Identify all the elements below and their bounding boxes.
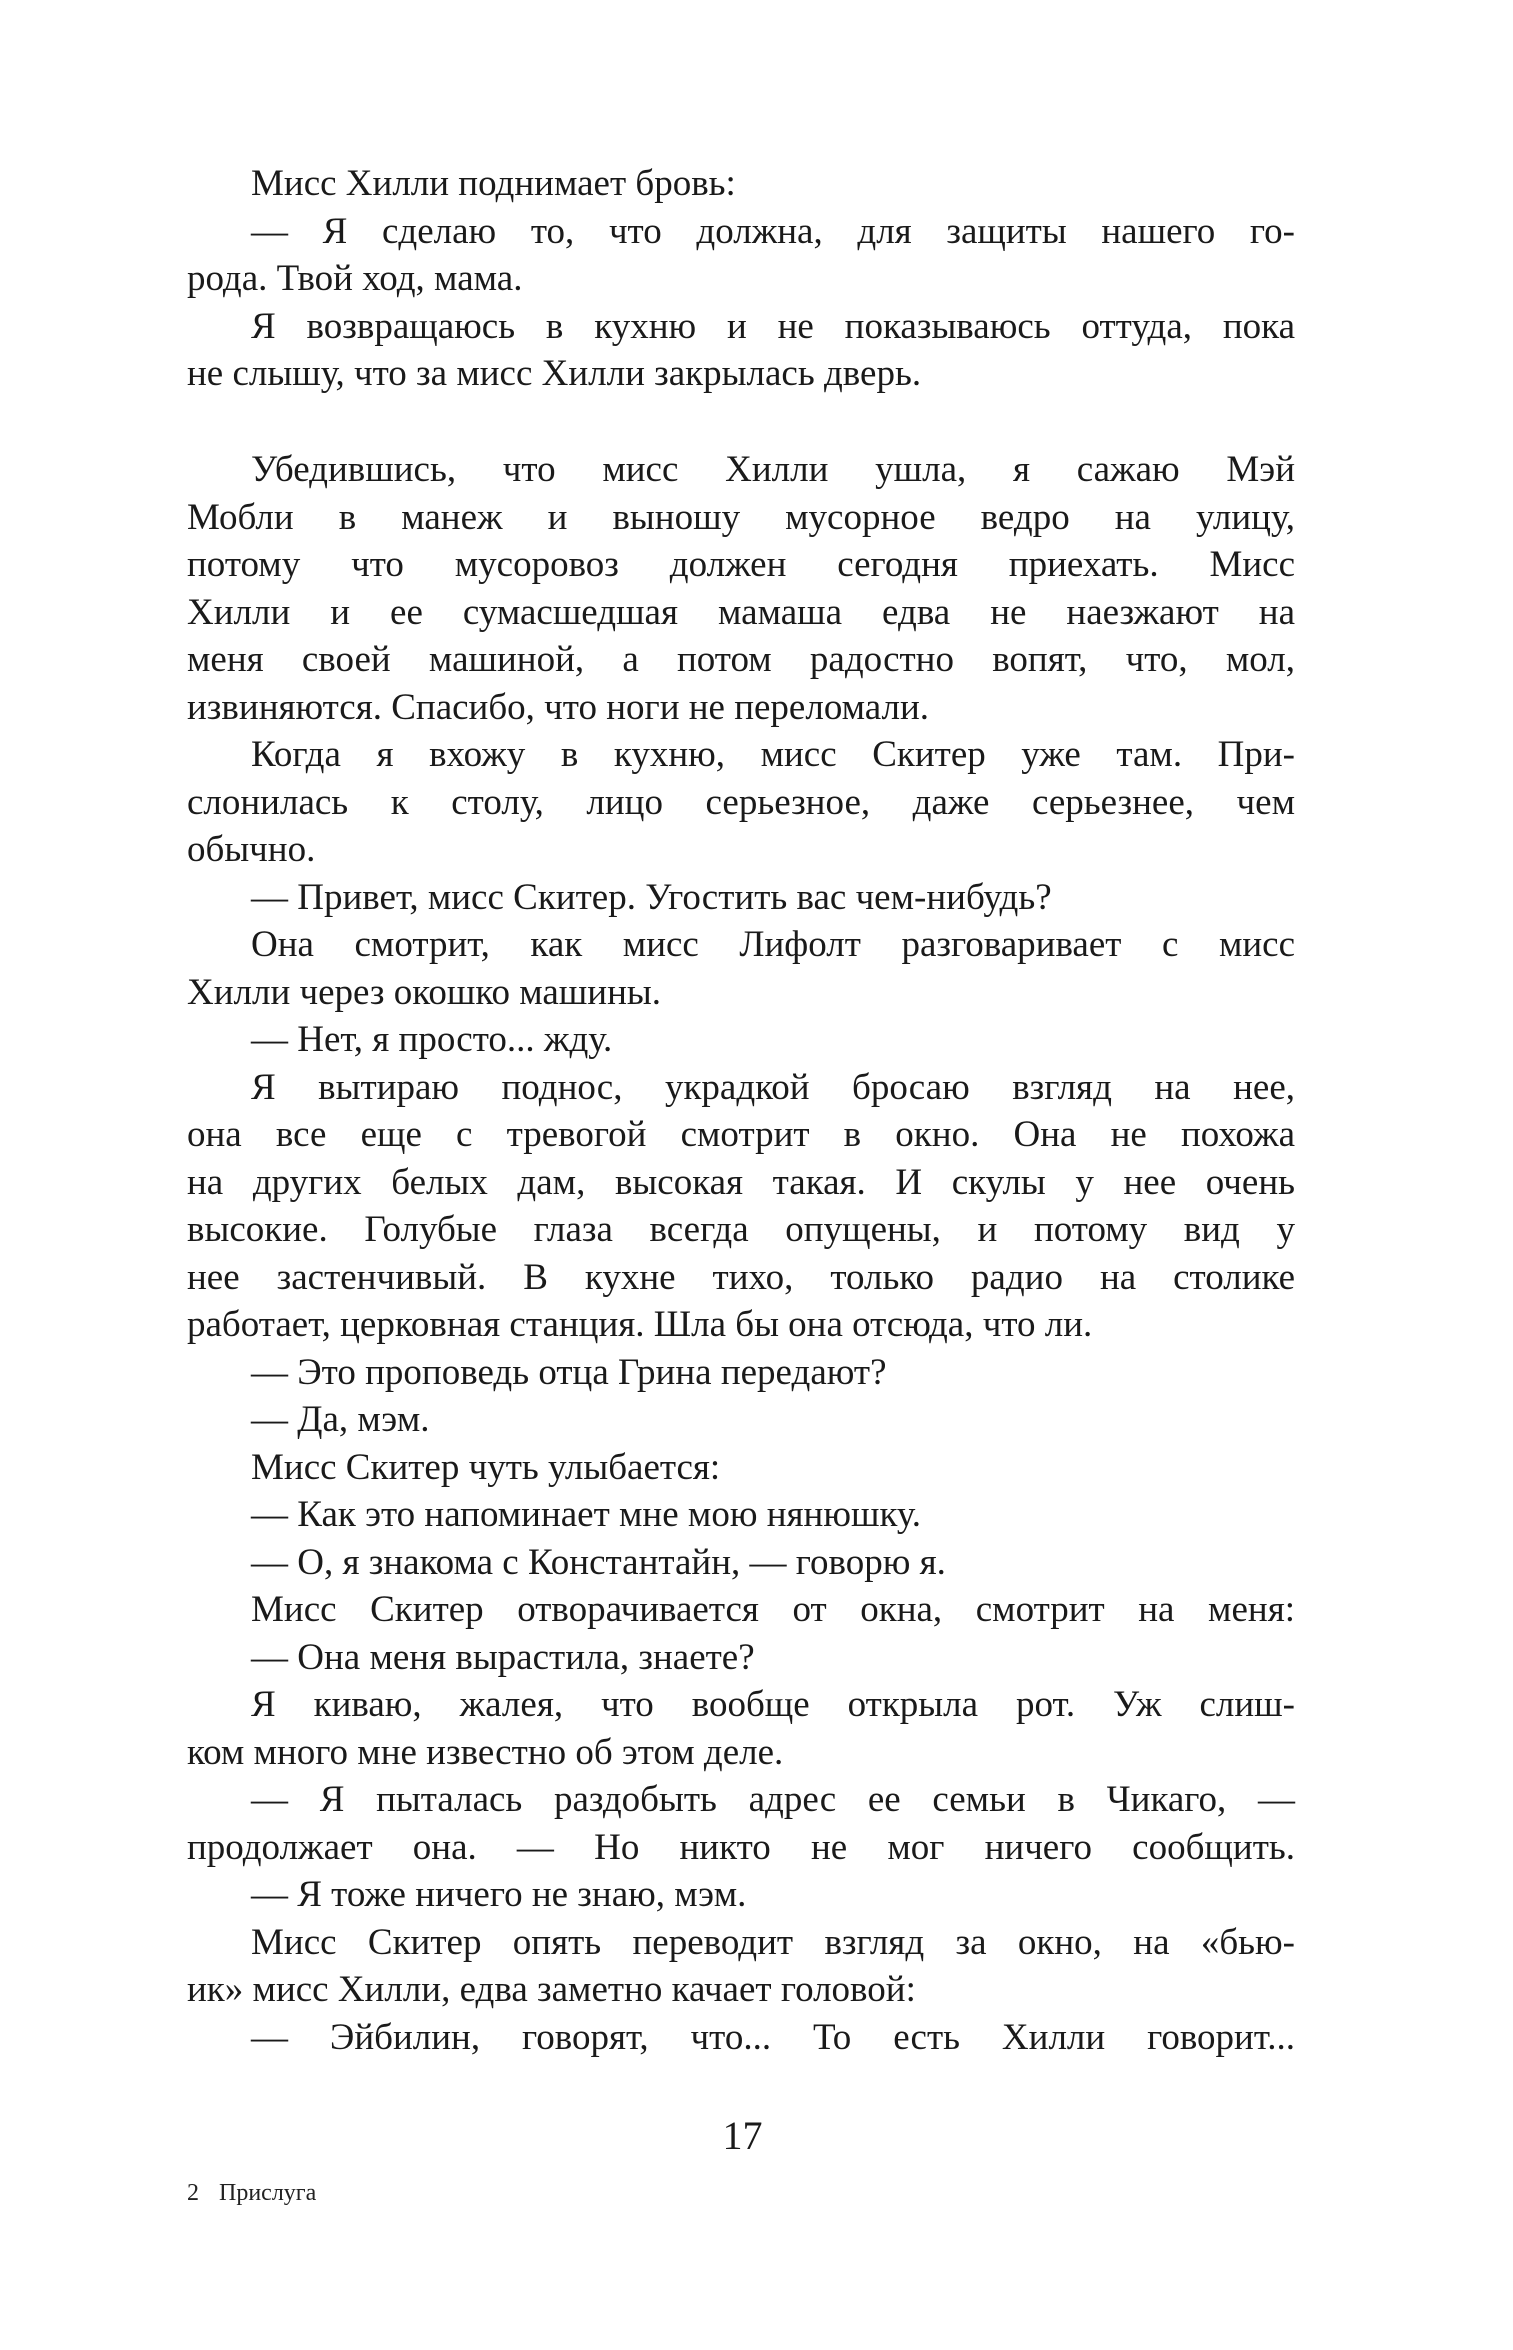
- text-line: продолжает она. — Но никто не мог ничего сообщить.: [187, 1826, 1295, 1868]
- text-line: Мисс Хилли поднимает бровь:: [251, 163, 736, 204]
- text-line: Хилли через окошко машины.: [187, 971, 661, 1013]
- text-line: Я возвращаюсь в кухню и не показываюсь оттуда, пока: [251, 305, 1295, 347]
- text-line: высокие. Голубые глаза всегда опущены, и потому вид у: [187, 1209, 1295, 1250]
- signature-number: 2: [187, 2180, 199, 2206]
- text-line: Убедившись, что мисс Хилли ушла, я сажаю Мэй: [251, 449, 1295, 490]
- text-section-2: [187, 446, 1295, 2061]
- text-line: Когда я вхожу в кухню, мисс Скитер уже там. При-: [251, 734, 1295, 775]
- text-line: ик» мисс Хилли, едва заметно качает головой:: [187, 1969, 916, 2010]
- book-title: Прислуга: [219, 2180, 317, 2206]
- footer-signature-line: [187, 2180, 316, 2207]
- text-line: обычно.: [187, 829, 316, 870]
- text-line: на других белых дам, высокая такая. И скулы у нее очень: [187, 1161, 1295, 1203]
- text-line: — Да, мэм.: [251, 1399, 430, 1440]
- text-line: — Это проповедь отца Грина передают?: [251, 1351, 887, 1393]
- text-line: она все еще с тревогой смотрит в окно. Она не похожа: [187, 1114, 1295, 1155]
- text-line: Хилли и ее сумасшедшая мамаша едва не наезжают на: [187, 591, 1295, 633]
- text-section-1: [187, 160, 1295, 398]
- text-line: — Нет, я просто... жду.: [251, 1019, 613, 1060]
- text-line: Я киваю, жалея, что вообще открыла рот. Уж слиш-: [251, 1684, 1295, 1725]
- text-line: — О, я знакома с Константайн, — говорю я.: [251, 1541, 946, 1583]
- text-line: — Я тоже ничего не знаю, мэм.: [251, 1874, 747, 1915]
- text-line: Я вытираю поднос, украдкой бросаю взгляд на нее,: [251, 1066, 1295, 1108]
- text-line: рода. Твой ход, мама.: [187, 258, 523, 299]
- text-line: — Эйбилин, говорят, что... То есть Хилли говорит...: [251, 2016, 1295, 2058]
- text-line: работает, церковная станция. Шла бы она отсюда, что ли.: [187, 1304, 1093, 1345]
- text-line: — Я пыталась раздобыть адрес ее семьи в Чикаго, —: [251, 1779, 1295, 1820]
- text-line: Мисс Скитер чуть улыбается:: [251, 1446, 721, 1488]
- text-line: Мобли в манеж и выношу мусорное ведро на улицу,: [187, 496, 1295, 538]
- text-line: — Я сделаю то, что должна, для защиты нашего го-: [251, 210, 1295, 252]
- text-line: Мисс Скитер опять переводит взгляд за окно, на «бью-: [251, 1921, 1295, 1963]
- page-number: 17: [722, 2113, 763, 2158]
- text-line: — Привет, мисс Скитер. Угостить вас чем-нибудь?: [251, 876, 1052, 918]
- text-line: Мисс Скитер отворачивается от окна, смотрит на меня:: [251, 1589, 1295, 1630]
- text-line: нее застенчивый. В кухне тихо, только радио на столике: [187, 1256, 1295, 1298]
- text-line: — Она меня вырастила, знаете?: [251, 1636, 755, 1678]
- text-line: слонилась к столу, лицо серьезное, даже серьезнее, чем: [187, 781, 1295, 823]
- text-line: меня своей машиной, а потом радостно вопят, что, мол,: [187, 639, 1295, 680]
- text-line: Она смотрит, как мисс Лифолт разговаривает с мисс: [251, 924, 1295, 965]
- text-line: ком много мне известно об этом деле.: [187, 1731, 784, 1773]
- text-line: потому что мусоровоз должен сегодня приехать. Мисс: [187, 544, 1295, 585]
- text-line: извиняются. Спасибо, что ноги не переломали.: [187, 686, 930, 728]
- text-line: — Как это напоминает мне мою нянюшку.: [251, 1494, 921, 1535]
- text-line: не слышу, что за мисс Хилли закрылась дверь.: [187, 353, 922, 394]
